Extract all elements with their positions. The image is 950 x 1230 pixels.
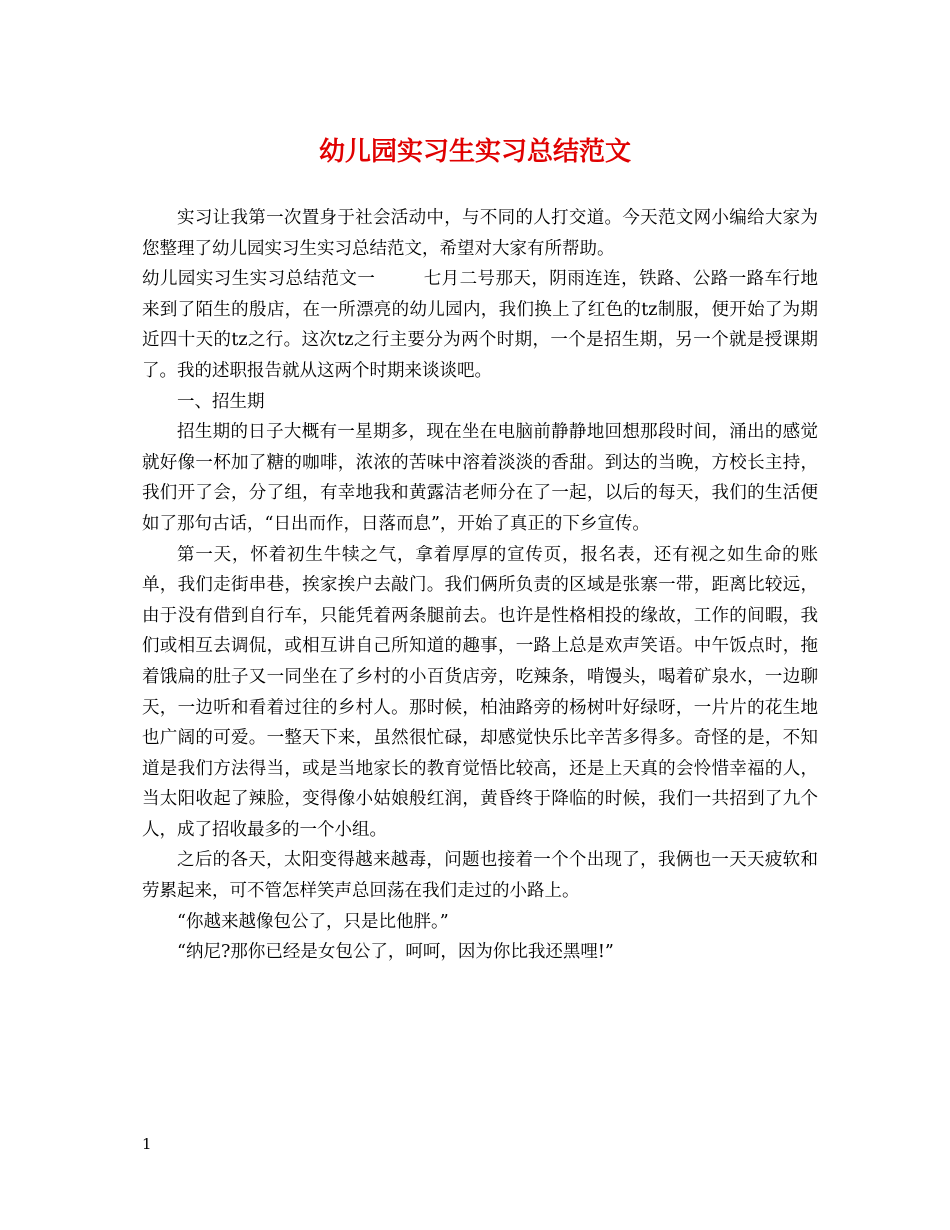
subheading-recruitment: 一、招生期: [177, 391, 265, 412]
paragraph-following-days: 之后的各天，太阳变得越来越毒，问题也接着一个个出现了，我俩也一天天疲软和劳累起来，可不管怎样笑声总回荡在我们走过的小路上。: [142, 850, 818, 902]
paragraph-intro: 实习让我第一次置身于社会活动中，与不同的人打交道。今天范文网小编给大家为您整理了幼儿园实习生实习总结范文，希望对大家有所帮助。: [142, 208, 818, 259]
dialogue-line-1: “你越来越像包公了，只是比他胖。”: [177, 911, 449, 932]
paragraph-section-one: [142, 264, 818, 386]
dialogue-line-2: “纳尼?那你已经是女包公了，呵呵，因为你比我还黑哩!”: [177, 942, 614, 963]
paragraph-opening: 七月二号那天，阴雨连连，铁路、公路一路车行地来到了陌生的殷店，在一所漂亮的幼儿园内，我们换上了红色的tz制服，便开始了为期近四十天的tz之行。这次tz之行主要分为两个时期，一个是招生期，另一个就是授课期了。我的述职报告就从这两个时期来谈谈吧。: [142, 269, 819, 381]
document-body: [142, 203, 818, 968]
paragraph-recruitment-period: 招生期的日子大概有一星期多，现在坐在电脑前静静地回想那段时间，涌出的感觉就好像一杯加了糖的咖啡，浓浓的苦味中溶着淡淡的香甜。到达的当晚，方校长主持，我们开了会，分了组，有幸地我和黄露洁老师分在了一起，以后的每天，我们的生活便如了那句古话，“日出而作，日落而息”，开始了真正的下乡宣传。: [142, 422, 818, 534]
page-number: 1: [142, 1135, 152, 1153]
paragraph-first-day: 第一天，怀着初生牛犊之气，拿着厚厚的宣传页，报名表，还有视之如生命的账单，我们走街串巷，挨家挨户去敲门。我们俩所负责的区域是张寨一带，距离比较远，由于没有借到自行车，只能凭着两条腿前去。也许是性格相投的缘故，工作的间暇，我们或相互去调侃，或相互讲自己所知道的趣事，一路上总是欢声笑语。中午饭点时，拖着饿扁的肚子又一同坐在了乡村的小百货店旁，吃辣条，啃馒头，喝着矿泉水，一边聊天，一边听和看着过往的乡村人。那时候，柏油路旁的杨树叶好绿呀，一片片的花生地也广阔的可爱。一整天下来，虽然很忙碌，却感觉快乐比辛苦多得多。奇怪的是，不知道是我们方法得当，或是当地家长的教育觉悟比较高，还是上天真的会怜惜幸福的人，当太阳收起了辣脸，变得像小姑娘般红润，黄昏终于降临的时候，我们一共招到了九个人，成了招收最多的一个小组。: [142, 544, 818, 840]
document-title: 幼儿园实习生实习总结范文: [318, 137, 631, 167]
section-heading: 幼儿园实习生实习总结范文一: [142, 269, 376, 290]
